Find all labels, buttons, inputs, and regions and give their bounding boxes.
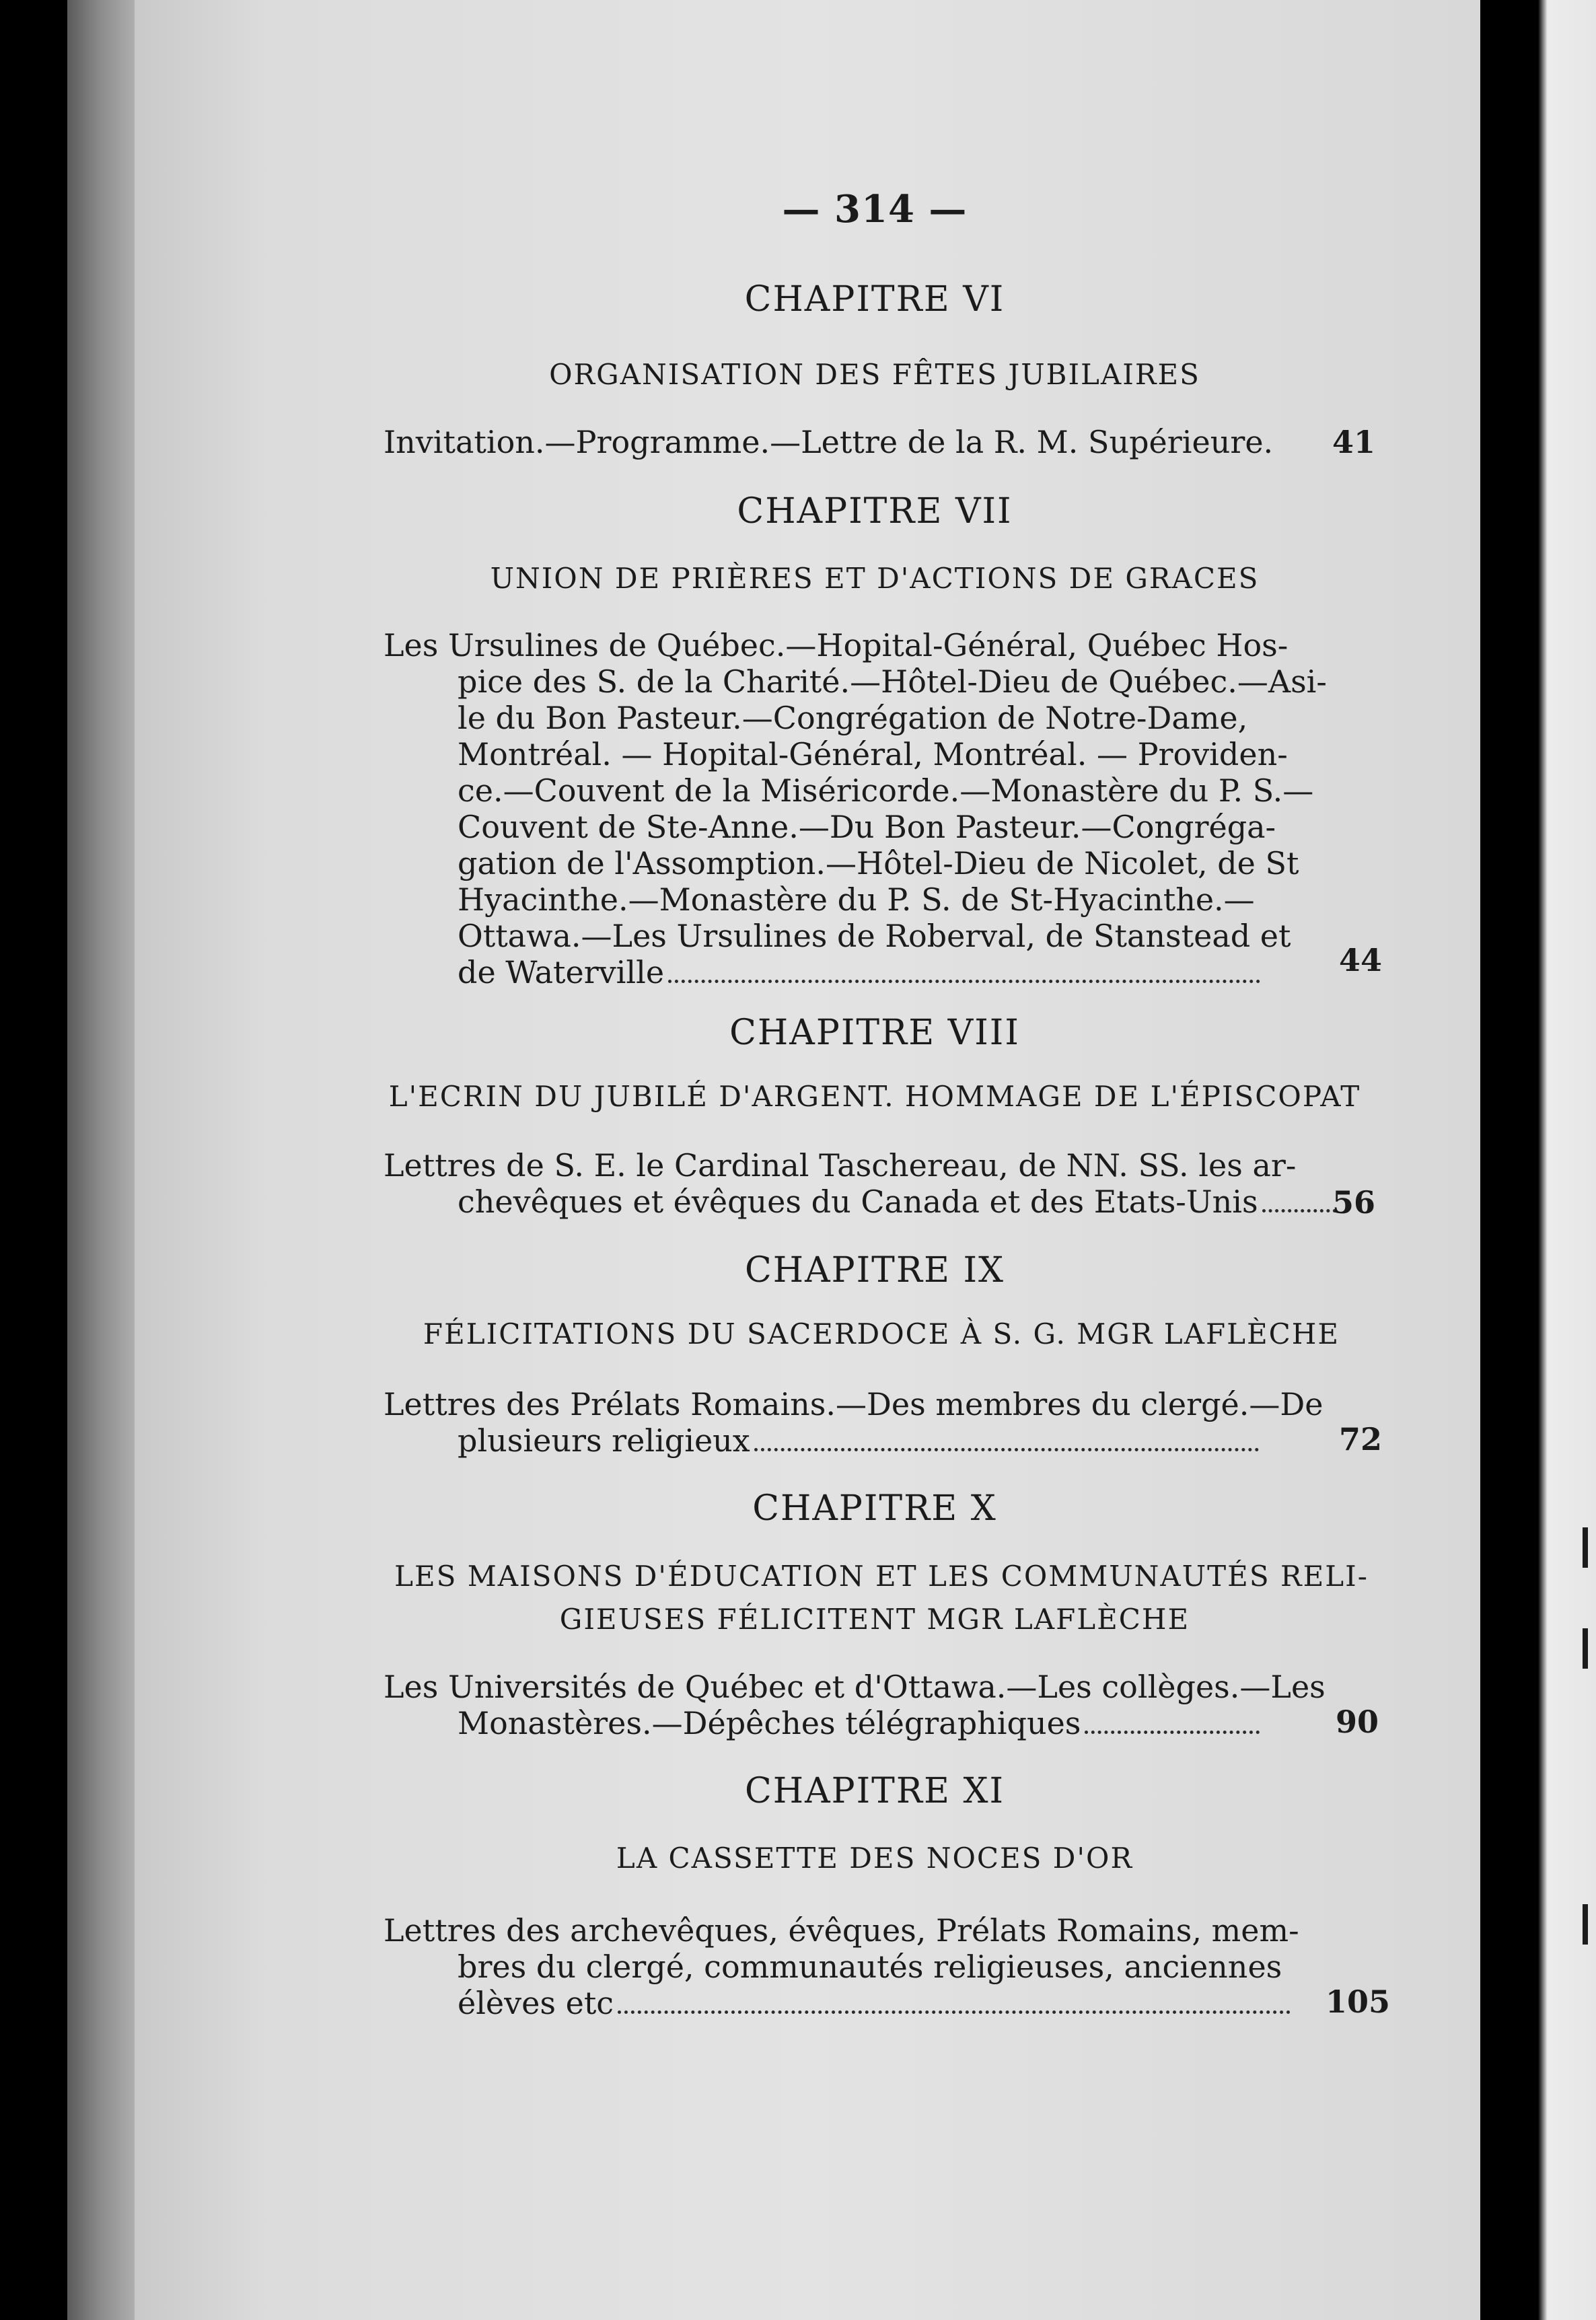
entry-line: Lettres des Prélats Romains.—Des membres du clergé.—De [384,1386,1323,1422]
dot-leader [754,1448,1259,1451]
facing-page-edge [1480,0,1596,2320]
chapter-caption: LA CASSETTE DES NOCES D'OR [616,1842,1134,1875]
entry-line: Hyacinthe.—Monastère du P. S. de St-Hyacinthe.— [458,881,1255,918]
page-number: — 314 — [782,187,968,231]
toc-entry [384,424,1292,460]
toc-entry [384,1669,1326,1741]
toc-entry [384,1147,1297,1220]
dot-leader [1262,1209,1336,1212]
chapter-heading: CHAPITRE VIII [729,1013,1020,1053]
entry-line: Montréal. — Hopital-Général, Montréal. — Providen- [458,736,1288,772]
chapter-heading: CHAPITRE VII [737,491,1013,532]
toc-entry [384,627,1327,990]
entry-line: ce.—Couvent de la Miséricorde.—Monastère du P. S.— [458,772,1314,809]
page-gutter-shadow [67,0,141,2320]
chapter-caption: FÉLICITATIONS DU SACERDOCE À S. G. MGR LAFLÈCHE [423,1317,1340,1350]
chapter-caption: UNION DE PRIÈRES ET D'ACTIONS DE GRACES [490,562,1260,595]
chapter-heading: CHAPITRE XI [744,1771,1005,1811]
entry-line-last: élèves etc [384,1985,1292,2021]
entry-line: pice des S. de la Charité.—Hôtel-Dieu de Québec.—Asi- [458,663,1327,700]
entry-line: Couvent de Ste-Anne.—Du Bon Pasteur.—Congréga- [458,809,1276,845]
entry-line-last: chevêques et évêques du Canada et des Etats-Unis [384,1184,1292,1220]
chapter-heading: CHAPITRE X [752,1488,997,1529]
toc-entry [384,1386,1323,1459]
toc-entry [384,1912,1299,2021]
entry-line: Ottawa.—Les Ursulines de Roberval, de Stanstead et [458,918,1291,954]
entry-line-last: de Waterville [384,954,1292,990]
entry-line-last: Monastères.—Dépêches télégraphiques [384,1705,1292,1741]
chapter-caption: LES MAISONS D'ÉDUCATION ET LES COMMUNAUTÉS RELI- [394,1560,1369,1593]
entry-line: gation de l'Assomption.—Hôtel-Dieu de Nicolet, de St [458,845,1299,881]
entry-line: bres du clergé, communautés religieuses, anciennes [458,1949,1282,1985]
dot-leader [668,980,1260,983]
page-reference: 105 [1326,1984,1391,2020]
dot-leader [1085,1731,1260,1734]
facing-page-mark [1583,1628,1588,1669]
chapter-heading: CHAPITRE IX [744,1250,1005,1291]
entry-line: Lettres de S. E. le Cardinal Taschereau, de NN. SS. les ar- [384,1147,1297,1184]
entry-line: Les Universités de Québec et d'Ottawa.—Les collèges.—Les [384,1669,1326,1705]
chapter-caption: L'ECRIN DU JUBILÉ D'ARGENT. HOMMAGE DE L'ÉPISCOPAT [388,1080,1361,1113]
dot-leader [618,2010,1291,2014]
entry-line: Les Ursulines de Québec.—Hopital-Général, Québec Hos- [384,627,1289,663]
facing-page-mark [1583,1527,1588,1568]
page-reference: 90 [1336,1704,1379,1740]
page-reference: 56 [1332,1184,1376,1221]
entry-line: le du Bon Pasteur.—Congrégation de Notre-Dame, [458,700,1248,736]
entry-line-last: plusieurs religieux [384,1422,1292,1459]
chapter-caption-continued: GIEUSES FÉLICITENT MGR LAFLÈCHE [559,1603,1190,1636]
page-reference: 72 [1339,1421,1383,1457]
chapter-heading: CHAPITRE VI [744,279,1005,320]
entry-line: Invitation.—Programme.—Lettre de la R. M. Supérieure. [384,424,1274,460]
page-reference: 41 [1332,424,1376,460]
facing-page-mark [1583,1904,1588,1945]
binding-edge [0,0,67,2320]
entry-line: Lettres des archevêques, évêques, Prélats Romains, mem- [384,1912,1299,1949]
page-reference: 44 [1339,942,1383,978]
chapter-caption: ORGANISATION DES FÊTES JUBILAIRES [549,358,1200,391]
